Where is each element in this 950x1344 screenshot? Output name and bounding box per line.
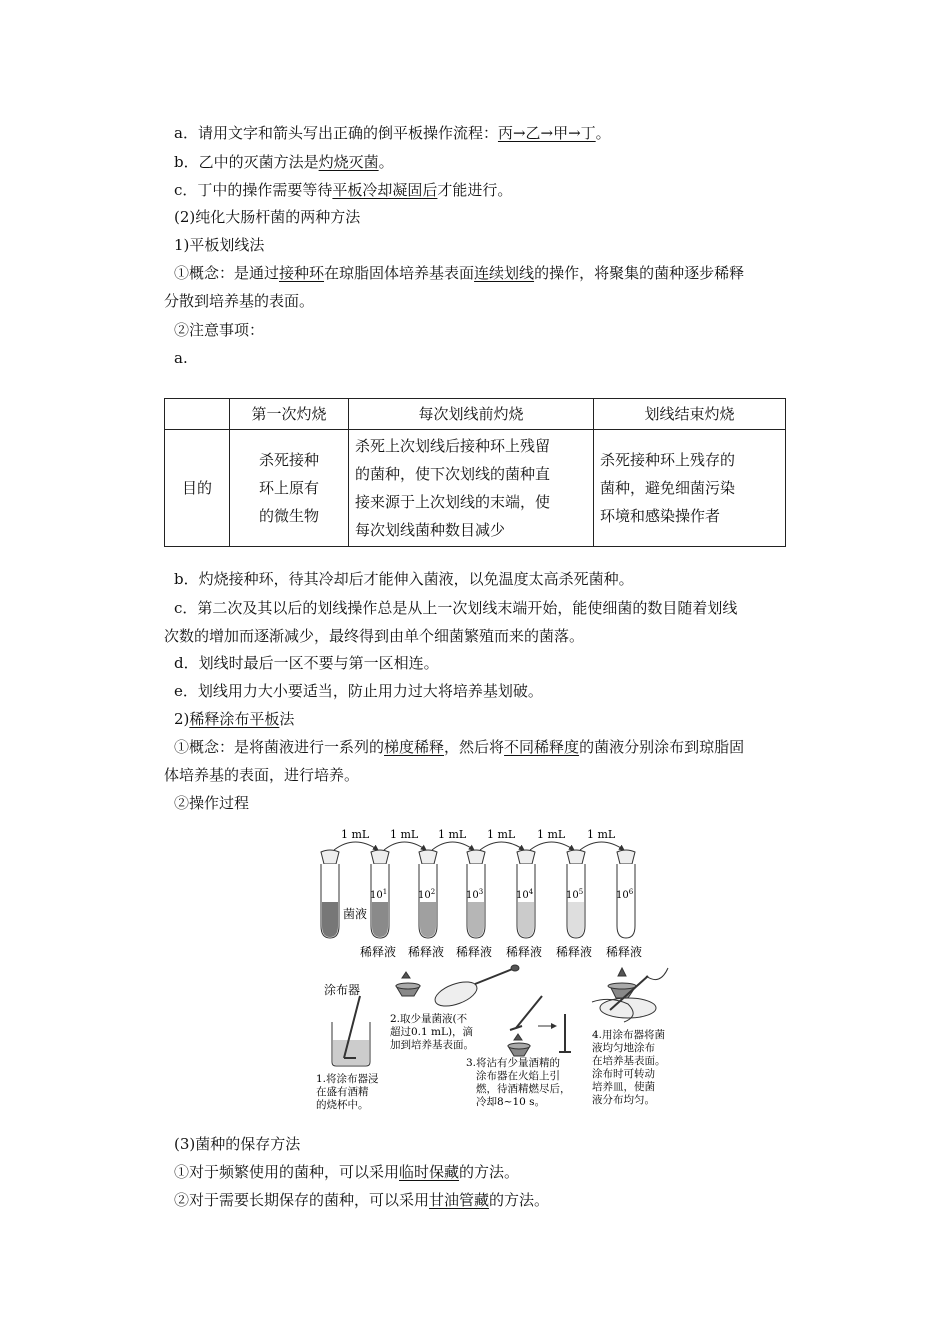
answer-underlined: 平板冷却凝固后 — [332, 181, 438, 199]
dilution-factor-label: $10^4$ — [516, 888, 534, 901]
answer-underlined: 丙→乙→甲→丁 — [497, 124, 596, 142]
dilution-liquid-label: 稀释液 — [606, 945, 643, 959]
svg-text:液均匀地涂布: 液均匀地涂布 — [592, 1042, 655, 1054]
storage-heading: (3)菌种的保存方法 — [174, 1135, 301, 1153]
section-heading: (2)纯化大肠杆菌的两种方法 — [174, 208, 361, 226]
notes-item-d: d．划线时最后一区不要与第一区相连。 — [174, 654, 439, 672]
notes-item-e: e．划线用力大小要适当，防止用力过大将培养基划破。 — [174, 682, 543, 700]
transfer-arrow — [384, 842, 426, 850]
table-header-cell: 每次划线前灼烧 — [349, 399, 594, 430]
transfer-arrow — [580, 842, 624, 850]
transfer-volume-label: 1 mL — [390, 828, 419, 841]
step1-beaker-illustration — [332, 996, 370, 1066]
transfer-arrows — [334, 828, 624, 850]
dilution-liquid-label: 稀释液 — [506, 945, 543, 959]
step4-spreading-illustration — [592, 968, 668, 1022]
dilution-liquid-label: 稀释液 — [456, 945, 493, 959]
transfer-volume-label: 1 mL — [438, 828, 467, 841]
test-tube — [321, 850, 339, 938]
concept-line-2: ①概念：是将菌液进行一系列的梯度稀释，然后将不同稀释度的菌液分别涂布到琼脂固 — [174, 738, 745, 756]
dilution-factor-label: $10^2$ — [418, 888, 436, 901]
table-cell: 杀死上次划线后接种环上残留 的菌种，使下次划线的菌种直 接来源于上次划线的末端，使 每次划线菌种数目减少 — [349, 430, 594, 547]
operation-condition: c．丁中的操作需要等待平板冷却凝固后才能进行。 — [174, 181, 513, 199]
svg-text:3.将沾有少量酒精的: 3.将沾有少量酒精的 — [466, 1057, 561, 1069]
dilution-liquid-label: 稀释液 — [360, 945, 397, 959]
flaming-purpose-table — [164, 398, 786, 547]
transfer-volume-label: 1 mL — [587, 828, 616, 841]
transfer-volume-label: 1 mL — [341, 828, 370, 841]
table-header-cell: 第一次灼烧 — [230, 399, 349, 430]
svg-text:2.取少量菌液(不: 2.取少量菌液(不 — [390, 1013, 468, 1025]
storage-longterm: ②对于需要长期保存的菌种，可以采用甘油管藏的方法。 — [174, 1191, 550, 1209]
concept-line: ①概念：是通过接种环在琼脂固体培养基表面连续划线的操作，将聚集的菌种逐步稀释 — [174, 264, 745, 282]
pour-plate-question: a．请用文字和箭头写出正确的倒平板操作流程：丙→乙→甲→丁。 — [174, 124, 611, 142]
table-header-cell — [165, 399, 230, 430]
transfer-arrow — [530, 842, 574, 850]
svg-text:燃，待酒精燃尽后，: 燃，待酒精燃尽后， — [476, 1083, 571, 1095]
notes-item-b: b．灼烧接种环，待其冷却后才能伸入菌液，以免温度太高杀死菌种。 — [174, 570, 634, 588]
subsection-heading-2: 2)稀释涂布平板法 — [174, 710, 295, 728]
concept-line-2-cont: 体培养基的表面，进行培养。 — [164, 766, 360, 784]
step4-text — [592, 1028, 666, 1106]
svg-text:涂布时可转动: 涂布时可转动 — [592, 1068, 655, 1080]
sterilization-method: b．乙中的灭菌方法是灼烧灭菌。 — [174, 153, 394, 171]
transfer-volume-label: 1 mL — [487, 828, 516, 841]
concept-line-cont: 分散到培养基的表面。 — [164, 292, 315, 310]
dilution-factor-label: $10^5$ — [566, 888, 584, 901]
storage-temporary: ①对于频繁使用的菌种，可以采用临时保藏的方法。 — [174, 1163, 520, 1181]
step3-text — [466, 1056, 571, 1108]
svg-text:在盛有酒精: 在盛有酒精 — [316, 1086, 369, 1098]
step2-lamp-and-dish — [396, 965, 519, 1011]
svg-text:液分布均匀。: 液分布均匀。 — [592, 1094, 655, 1106]
svg-text:4.用涂布器将菌: 4.用涂布器将菌 — [592, 1029, 666, 1041]
dilution-liquid-label: 稀释液 — [556, 945, 593, 959]
spreader-label: 涂布器 — [324, 983, 361, 997]
svg-text:在培养基表面。: 在培养基表面。 — [592, 1055, 666, 1067]
dilution-liquid-label: 稀释液 — [408, 945, 445, 959]
dilution-tube-row — [321, 850, 642, 959]
transfer-arrow — [334, 842, 378, 850]
table-cell: 杀死接种环上残存的 菌种，避免细菌污染 环境和感染操作者 — [594, 430, 786, 547]
transfer-volume-label: 1 mL — [537, 828, 566, 841]
svg-text:1.将涂布器浸: 1.将涂布器浸 — [316, 1073, 379, 1085]
subsection-heading: 1)平板划线法 — [174, 236, 265, 254]
transfer-arrow — [432, 842, 474, 850]
step2-text — [390, 1012, 474, 1051]
svg-text:冷却8~10 s。: 冷却8~10 s。 — [476, 1096, 546, 1108]
notes-item-c: c．第二次及其以后的划线操作总是从上一次划线末端开始，能使细菌的数目随着划线 — [174, 599, 738, 617]
dilution-spread-figure — [310, 826, 670, 1118]
dilution-factor-label: $10^1$ — [370, 888, 388, 901]
table-row — [165, 430, 786, 547]
svg-text:的烧杯中。: 的烧杯中。 — [316, 1099, 369, 1111]
svg-text:培养皿，使菌: 培养皿，使菌 — [592, 1081, 655, 1093]
notes-item-a: a. — [174, 349, 188, 367]
table-row-label: 目的 — [165, 430, 230, 547]
svg-text:涂布器在火焰上引: 涂布器在火焰上引 — [476, 1070, 560, 1082]
step1-text — [316, 1072, 379, 1111]
step3-flame-illustration — [508, 996, 571, 1056]
table-cell: 杀死接种 环上原有 的微生物 — [230, 430, 349, 547]
dilution-factor-label: $10^6$ — [616, 888, 634, 901]
answer-underlined: 灼烧灭菌 — [318, 153, 379, 171]
table-header-cell: 划线结束灼烧 — [594, 399, 786, 430]
bacterial-liquid-label: 菌液 — [343, 907, 368, 921]
process-heading: ②操作过程 — [174, 794, 250, 812]
svg-text:加到培养基表面。: 加到培养基表面。 — [390, 1039, 474, 1051]
transfer-arrow — [480, 842, 524, 850]
notes-heading: ②注意事项： — [174, 321, 265, 339]
dilution-factor-label: $10^3$ — [466, 888, 484, 901]
svg-text:超过0.1 mL)，滴: 超过0.1 mL)，滴 — [390, 1026, 474, 1038]
table-header-row — [165, 399, 786, 430]
notes-item-c-cont: 次数的增加而逐渐减少，最终得到由单个细菌繁殖而来的菌落。 — [164, 627, 585, 645]
